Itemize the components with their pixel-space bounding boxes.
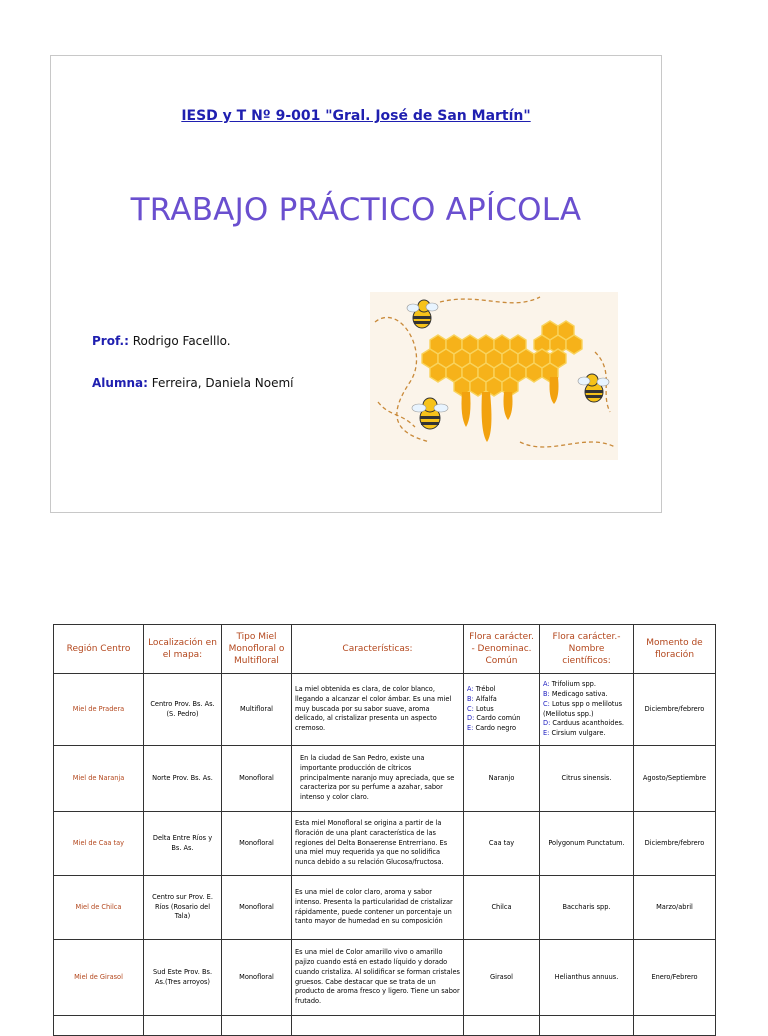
list-item: D: Cardo común (467, 714, 521, 723)
region-cell: Miel de Pradera (54, 674, 144, 746)
list-item: E: Cirsium vulgare. (543, 729, 606, 738)
location-cell: Centro Prov. Bs. As. (S. Pedro) (144, 674, 222, 746)
empty-cell (540, 1016, 634, 1036)
characteristics-cell: Esta miel Monofloral se origina a partir de la floración de una plant característica de las regiones del Delta Bonaerense Entrerriano. Es una miel muy requerida ya que no solidifica nunca debido a su relación Glucosa/fructosa. (292, 812, 464, 876)
characteristics-cell: La miel obtenida es clara, de color blanco, llegando a alcanzar el color ámbar. Es una miel muy buscada por su sabor suave, aroma delicado, al cristalizar presenta un aspecto cremoso. (292, 674, 464, 746)
empty-cell (54, 1016, 144, 1036)
document-title: TRABAJO PRÁCTICO APÍCOLA (130, 192, 582, 228)
scientific-name-cell: Baccharis spp. (540, 876, 634, 940)
header-type: Tipo Miel Monofloral o Multifloral (222, 625, 292, 674)
empty-cell (464, 1016, 540, 1036)
empty-cell (292, 1016, 464, 1036)
type-cell: Monofloral (222, 940, 292, 1016)
type-cell: Monofloral (222, 812, 292, 876)
region-cell: Miel de Girasol (54, 940, 144, 1016)
empty-cell (222, 1016, 292, 1036)
scientific-name-cell: Helianthus annuus. (540, 940, 634, 1016)
type-cell: Monofloral (222, 876, 292, 940)
professor-line (92, 334, 231, 348)
bloom-cell: Diciembre/febrero (634, 674, 716, 746)
characteristics-cell: En la ciudad de San Pedro, existe una importante producción de cítricos principalmente naranjo muy apreciada, que se caracteriza por su perfume a azahar, sabor intenso y color claro. (292, 746, 464, 812)
region-cell: Miel de Caa tay (54, 812, 144, 876)
table-header-row (54, 625, 716, 674)
common-name-cell (464, 674, 540, 746)
list-item: D: Carduus acanthoides. (543, 719, 625, 728)
list-item: E: Cardo negro (467, 724, 517, 733)
professor-label: Prof.: (92, 334, 129, 348)
header-characteristics: Características: (292, 625, 464, 674)
bee-icon-3 (578, 374, 609, 402)
common-name-cell: Chilca (464, 876, 540, 940)
table-row (54, 674, 716, 746)
characteristics-cell: Es una miel de Color amarillo vivo o amarillo pajizo cuando está en estado líquido y dorado cuando cristaliza. Al solidificar se forman cristales gruesos. Cabe destacar que se trata de un producto de aroma fresco y ligero. Tiene un sabor frutado. (292, 940, 464, 1016)
list-item: A: Trébol (467, 684, 496, 693)
table-row (54, 746, 716, 812)
header-region: Región Centro (54, 625, 144, 674)
characteristics-cell: Es una miel de color claro, aroma y sabor intenso. Presenta la particularidad de cristalizar rápidamente, puede contener un porcentaje un tanto mayor de humedad en su composición (292, 876, 464, 940)
common-name-cell: Naranjo (464, 746, 540, 812)
scientific-name-cell (540, 674, 634, 746)
scientific-name-cell: Polygonum Punctatum. (540, 812, 634, 876)
list-item: A: Trifolium spp. (543, 679, 596, 688)
list-item: B: Alfalfa (467, 694, 497, 703)
professor-name: Rodrigo Facelllo. (132, 334, 231, 348)
bloom-cell: Diciembre/febrero (634, 812, 716, 876)
table-row (54, 876, 716, 940)
bloom-cell: Agosto/Septiembre (634, 746, 716, 812)
bloom-cell: Marzo/abril (634, 876, 716, 940)
list-item: C: Lotus (467, 704, 494, 713)
cover-page (50, 55, 662, 513)
region-cell: Miel de Naranja (54, 746, 144, 812)
type-cell: Multifloral (222, 674, 292, 746)
location-cell: Sud Este Prov. Bs. As.(Tres arroyos) (144, 940, 222, 1016)
header-bloom: Momento de floración (634, 625, 716, 674)
list-item: B: Medicago sativa. (543, 689, 608, 698)
header-location: Localización en el mapa: (144, 625, 222, 674)
region-cell: Miel de Chilca (54, 876, 144, 940)
student-name: Ferreira, Daniela Noemí (151, 376, 294, 390)
common-name-cell: Girasol (464, 940, 540, 1016)
bee-icon-1 (407, 300, 438, 328)
scientific-name-cell: Citrus sinensis. (540, 746, 634, 812)
honeycomb-bees-illustration (370, 292, 618, 460)
bloom-cell: Enero/Febrero (634, 940, 716, 1016)
empty-cell (634, 1016, 716, 1036)
common-name-cell: Caa tay (464, 812, 540, 876)
list-item: C: Lotus spp o melilotus (Melilotus spp.) (543, 699, 623, 718)
empty-cell (144, 1016, 222, 1036)
table-row (54, 812, 716, 876)
institution-name[interactable]: IESD y T Nº 9-001 "Gral. José de San Martín" (181, 108, 531, 124)
type-cell: Monofloral (222, 746, 292, 812)
location-cell: Delta Entre Ríos y Bs. As. (144, 812, 222, 876)
location-cell: Centro sur Prov. E. Ríos (Rosario del Tala) (144, 876, 222, 940)
table-row (54, 1016, 716, 1036)
student-label: Alumna: (92, 376, 148, 390)
header-scientific-name: Flora carácter.- Nombre científicos: (540, 625, 634, 674)
honey-regions-table (53, 624, 716, 1036)
student-line (92, 376, 294, 390)
location-cell: Norte Prov. Bs. As. (144, 746, 222, 812)
table-row (54, 940, 716, 1016)
bee-icon-2 (412, 398, 448, 429)
header-common-name: Flora carácter. - Denominac. Común (464, 625, 540, 674)
